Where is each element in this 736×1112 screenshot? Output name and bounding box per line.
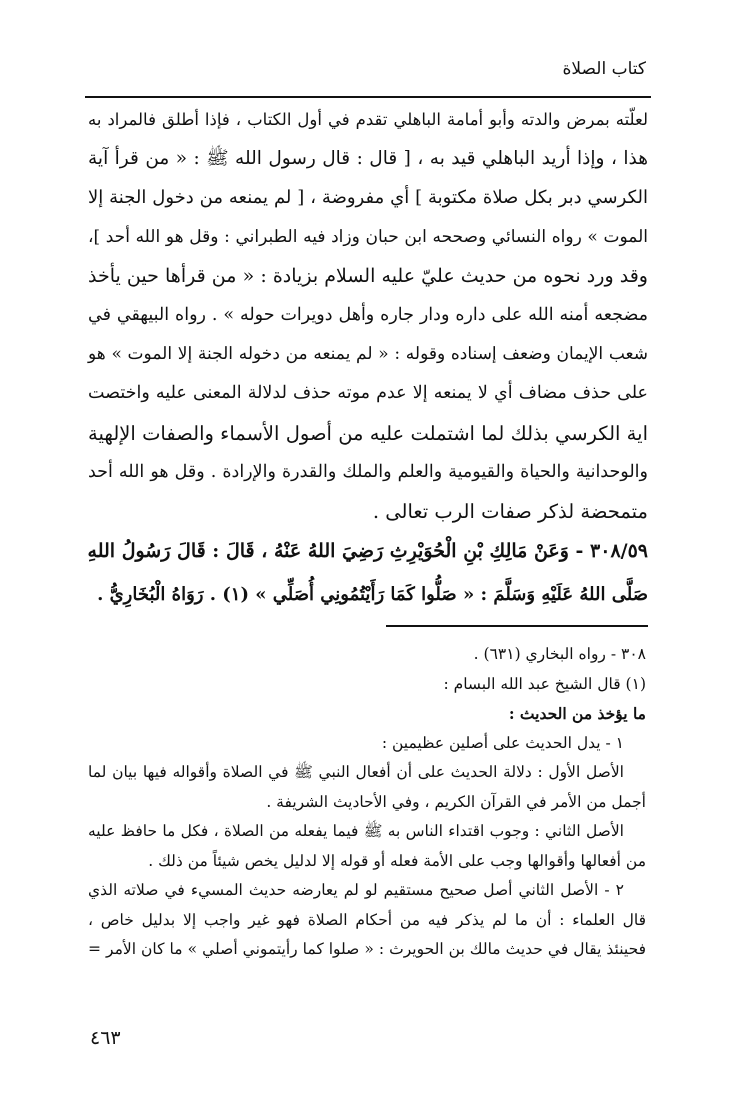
commentary-line: الموت » رواه النسائي وصححه ابن حبان وزاد فيه الطبراني : وقل هو الله أحد ]، [88, 226, 648, 247]
footnotes [88, 640, 646, 965]
hadith-line: صَلَّى اللهُ عَلَيْهِ وَسَلَّمَ : « صَلُّوا كَمَا رَأَيْتُمُونِي أُصَلِّي » (١) . رَوَاهُ الْبُخَارِيُّ . [97, 584, 648, 605]
commentary-line: متمحضة لذكر صفات الرب تعالى . [372, 500, 648, 524]
footnote-1: (١) قال الشيخ عبد الله البسام : [443, 674, 646, 693]
footnote-heading: ما يؤخذ من الحديث : [508, 704, 646, 723]
footnote-point-1: ١ - يدل الحديث على أصلين عظيمين : [381, 733, 624, 752]
header-rule [85, 96, 651, 98]
footnote-line: ٢ - الأصل الثاني أصل صحيح مستقيم لو لم يعارضه حديث المسيء في صلاته الذي [88, 881, 624, 899]
hadith-text [88, 529, 648, 617]
commentary-line: وقد ورد نحوه من حديث عليّ عليه السلام بزيادة : « من قرأها حين يأخذ [88, 264, 648, 287]
commentary-line: الكرسي دبر بكل صلاة مكتوبة ] أي مفروضة ، [ لم يمنعه من دخول الجنة إلا [88, 187, 648, 209]
footnote-line: الأصل الأول : دلالة الحديث على أن أفعال النبي ﷺ في الصلاة وأقواله فيها بيان لما [88, 763, 624, 781]
footnote-rule [386, 625, 648, 627]
commentary-line: على حذف مضاف أي لا يمنعه إلا عدم موته حذف لدلالة المعنى عليه واختصت [88, 383, 648, 404]
footnote-line: أجمل من الأمر في القرآن الكريم ، وفي الأحاديث الشريفة . [266, 792, 646, 811]
commentary-line: والوحدانية والحياة والقيومية والعلم والملك والقدرة والإرادة . وقل هو الله أحد [88, 461, 648, 482]
commentary-line: اية الكرسي بذلك لما اشتملت عليه من أصول الأسماء والصفات الإلهية [88, 421, 648, 445]
footnote-reference: ٣٠٨ - رواه البخاري (٦٣١) . [473, 645, 646, 663]
footnote-line: الأصل الثاني : وجوب اقتداء الناس به ﷺ فيما يفعله من الصلاة ، فكل ما حافظ عليه [88, 822, 624, 840]
page-number: ٤٦٣ [90, 1027, 121, 1049]
running-head: كتاب الصلاة [562, 59, 646, 79]
commentary-line: مضجعه أمنه الله على داره ودار جاره وأهل دويرات حوله » . رواه البيهقي في [88, 305, 648, 326]
footnote-line: قال العلماء : أن ما لم يذكر فيه من أحكام الصلاة فهو غير واجب إلا بدليل خاص ، [88, 910, 646, 929]
commentary-line: شعب الإيمان وضعف إسناده وقوله : « لم يمنعه من دخوله الجنة إلا الموت » هو [88, 344, 648, 365]
hadith-line: ٣٠٨/٥٩ - وَعَنْ مَالِكِ بْنِ الْحُوَيْرِثِ رَضِيَ اللهُ عَنْهُ ، قَالَ : قَالَ رَسُولُ اللهِ [87, 540, 648, 562]
commentary-line: لعلّته بمرض والدته وأبو أمامة الباهلي تقدم في أول الكتاب ، فإذا أطلق فالمراد به [88, 110, 648, 129]
commentary-text [88, 100, 648, 531]
footnote-line: من أفعالها وأقوالها وجب على الأمة فعله أو قوله إلا لدليل يخص شيئاً من ذلك . [148, 851, 646, 870]
footnote-line: فحينئذ يقال في حديث مالك بن الحويرث : « صلوا كما رأيتموني أصلي » ما كان الأمر = [88, 940, 646, 958]
commentary-line: هذا ، وإذا أريد الباهلي قيد به ، [ قال : قال رسول الله ﷺ : « من قرأ آية [88, 148, 648, 170]
